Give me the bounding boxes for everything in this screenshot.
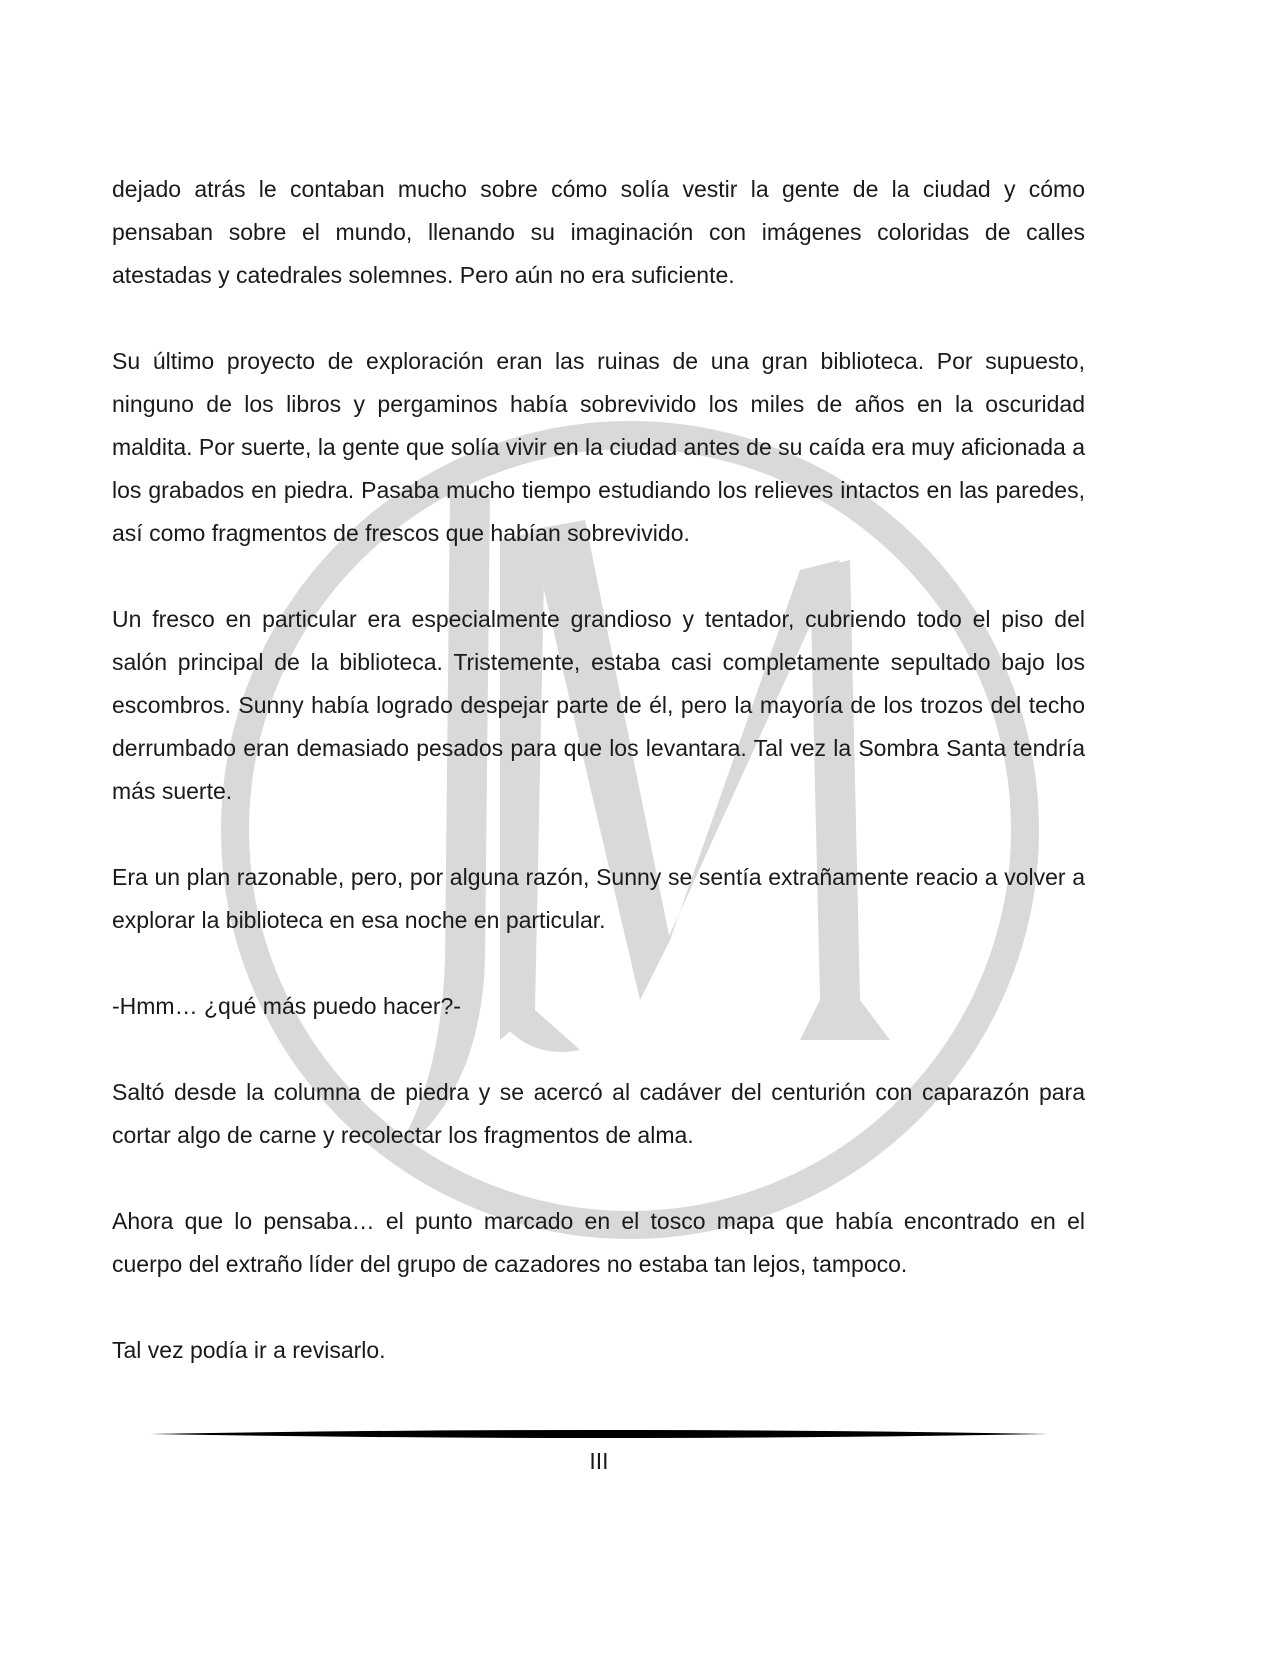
paragraph-8: Tal vez podía ir a revisarlo. [112, 1337, 386, 1363]
page-body [112, 168, 1085, 1372]
paragraph-6: Saltó desde la columna de piedra y se acercó al cadáver del centurión con caparazón para cortar algo de carne y recolectar los fragmentos de alma. [112, 1079, 1085, 1148]
paragraph-4: Era un plan razonable, pero, por alguna razón, Sunny se sentía extrañamente reacio a volver a explorar la biblioteca en esa noche en particular. [112, 864, 1085, 933]
paragraph-7: Ahora que lo pensaba… el punto marcado en el tosco mapa que había encontrado en el cuerpo del extraño líder del grupo de cazadores no estaba tan lejos, tampoco. [112, 1208, 1085, 1277]
footer-divider [150, 1427, 1048, 1441]
paragraph-1: dejado atrás le contaban mucho sobre cómo solía vestir la gente de la ciudad y cómo pensaban sobre el mundo, llenando su imaginación con imágenes coloridas de calles atestadas y catedrales solemnes. Pero aún no era suficiente. [112, 176, 1085, 288]
paragraph-3: Un fresco en particular era especialmente grandioso y tentador, cubriendo todo el piso del salón principal de la biblioteca. Tristemente, estaba casi completamente sepultado bajo los escombros. Sunny había logrado despejar parte de él, pero la mayoría de los trozos del techo derrumbado eran demasiado pesados para que los levantara. Tal vez la Sombra Santa tendría más suerte. [112, 606, 1085, 804]
paragraph-5: -Hmm… ¿qué más puedo hacer?- [112, 993, 461, 1019]
paragraph-2: Su último proyecto de exploración eran las ruinas de una gran biblioteca. Por supuesto, ninguno de los libros y pergaminos había sobrevivido los miles de años en la oscuridad maldita. Por suerte, la gente que solía vivir en la ciudad antes de su caída era muy aficionada a los grabados en piedra. Pasaba mucho tiempo estudiando los relieves intactos en las paredes, así como fragmentos de frescos que habían sobrevivido. [112, 348, 1085, 546]
page-number: III [589, 1448, 609, 1474]
